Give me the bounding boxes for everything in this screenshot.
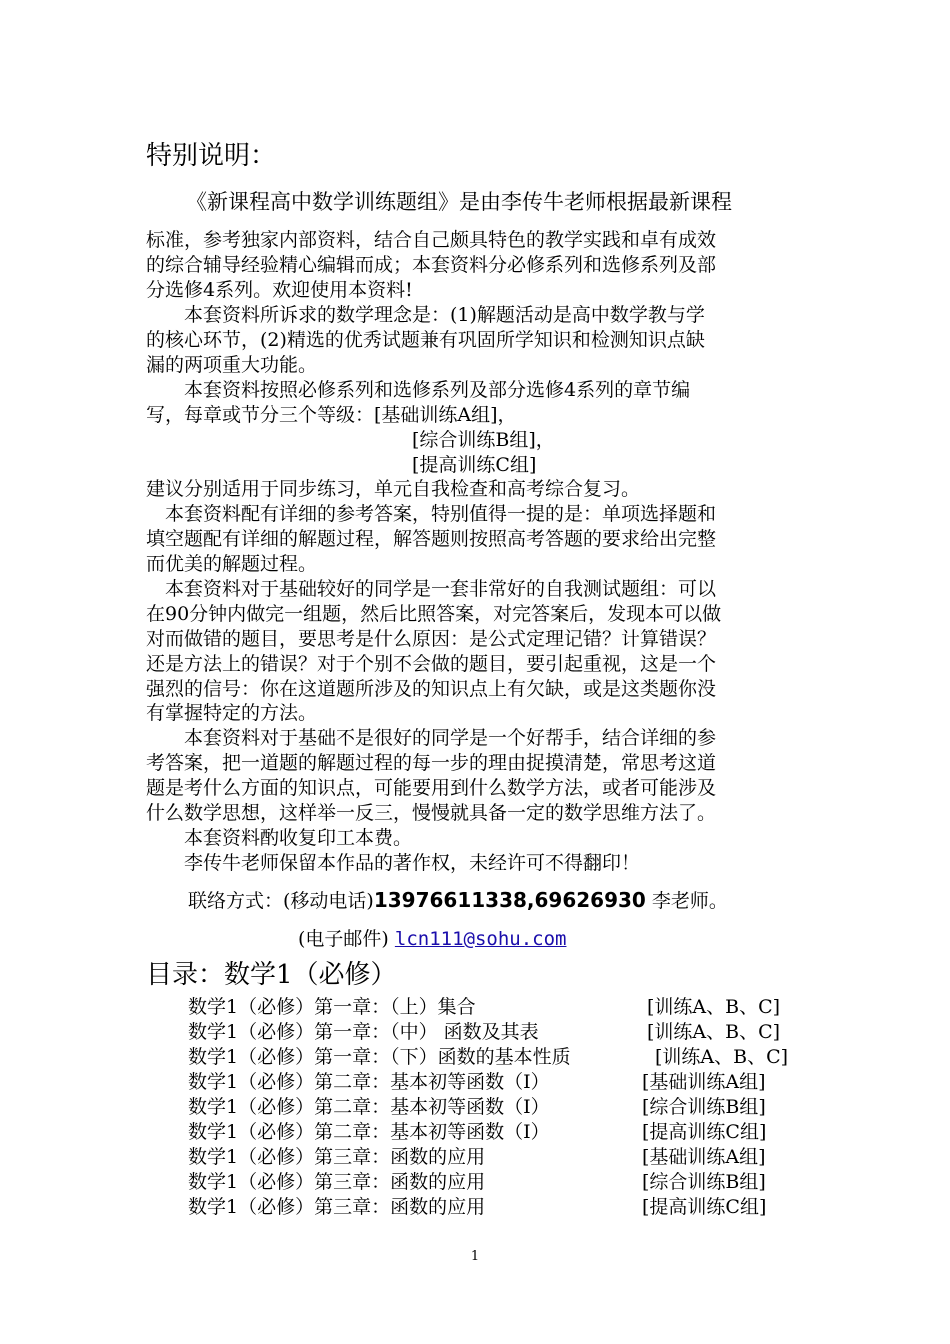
fee-note: 本套资料酌收复印工本费。 xyxy=(146,827,413,849)
level-c-label: [提高训练C组] xyxy=(412,454,537,476)
paragraph-line: 还是方法上的错误？对于个别不会做的题目，要引起重视，这是一个 xyxy=(146,653,717,675)
paragraph-line: 在90分钟内做完一组题，然后比照答案，对完答案后，发现本可以做 xyxy=(146,603,722,625)
paragraph-line: 有掌握特定的方法。 xyxy=(146,702,318,724)
paragraph-line: 而优美的解题过程。 xyxy=(146,553,318,575)
paragraph-line: 本套资料配有详细的参考答案，特别值得一提的是：单项选择题和 xyxy=(146,503,717,525)
level-b-label: [综合训练B组]， xyxy=(412,429,555,451)
page-number: 1 xyxy=(470,1249,480,1264)
toc-row-title: 数学1（必修）第三章：函数的应用 xyxy=(188,1196,486,1218)
paragraph-line: 标准，参考独家内部资料，结合自己颇具特色的教学实践和卓有成效 xyxy=(146,229,717,251)
toc-row-title: 数学1（必修）第三章：函数的应用 xyxy=(188,1146,486,1168)
email-link[interactable]: lcn111@sohu.com xyxy=(394,928,567,950)
paragraph-line: 填空题配有详细的解题过程，解答题则按照高考答题的要求给出完整 xyxy=(146,528,717,550)
paragraph-line: 什么数学思想，这样举一反三，慢慢就具备一定的数学思维方法了。 xyxy=(146,802,717,824)
paragraph-line: 的核心环节，(2)精选的优秀试题兼有巩固所学知识和检测知识点缺 xyxy=(146,329,705,351)
paragraph-line: 本套资料按照必修系列和选修系列及部分选修4系列的章节编 xyxy=(146,379,691,401)
toc-heading: 目录：数学1（必修） xyxy=(146,960,397,990)
toc-row-title: 数学1（必修）第一章：（中） 函数及其表 xyxy=(188,1021,539,1043)
contact-label: 联络方式：(移动电话) xyxy=(188,890,374,912)
toc-row-tag: [提高训练C组] xyxy=(642,1121,767,1143)
toc-row-title: 数学1（必修）第三章：函数的应用 xyxy=(188,1171,486,1193)
copyright-note: 李传牛老师保留本作品的著作权，未经许可不得翻印！ xyxy=(146,852,641,874)
toc-row-tag: [综合训练B组] xyxy=(642,1096,766,1118)
toc-row-tag: [综合训练B组] xyxy=(642,1171,766,1193)
paragraph-line: 对而做错的题目，要思考是什么原因：是公式定理记错？计算错误？ xyxy=(146,628,717,650)
contact-line xyxy=(188,886,728,913)
paragraph-line: 分选修4系列。欢迎使用本资料! xyxy=(146,279,413,301)
special-note-heading: 特别说明： xyxy=(146,141,277,171)
toc-row-title: 数学1（必修）第一章：（下）函数的基本性质 xyxy=(188,1046,571,1068)
toc-row-title: 数学1（必修）第一章：（上）集合 xyxy=(188,996,476,1018)
toc-row-tag: [提高训练C组] xyxy=(642,1196,767,1218)
paragraph-line: 建议分别适用于同步练习，单元自我检查和高考综合复习。 xyxy=(146,478,641,500)
toc-row-title: 数学1（必修）第二章：基本初等函数（I） xyxy=(188,1121,550,1143)
toc-row-tag: [基础训练A组] xyxy=(642,1146,766,1168)
paragraph-line: 漏的两项重大功能。 xyxy=(146,354,318,376)
paragraph-line: 本套资料对于基础较好的同学是一套非常好的自我测试题组：可以 xyxy=(146,578,717,600)
paragraph-line: 本套资料所诉求的数学理念是：(1)解题活动是高中数学教与学 xyxy=(146,304,705,326)
email-label: (电子邮件) xyxy=(298,928,389,950)
paragraph-line: 强烈的信号：你在这道题所涉及的知识点上有欠缺，或是这类题你没 xyxy=(146,678,717,700)
toc-row-tag: [训练A、B、C] xyxy=(655,1046,789,1068)
paragraph-line: 写，每章或节分三个等级：[基础训练A组]， xyxy=(146,404,517,426)
intro-line: 《新课程高中数学训练题组》是由李传牛老师根据最新课程 xyxy=(186,190,732,214)
contact-suffix: 李老师。 xyxy=(645,890,728,912)
toc-row-title: 数学1（必修）第二章：基本初等函数（I） xyxy=(188,1096,550,1118)
toc-row-tag: [基础训练A组] xyxy=(642,1071,766,1093)
toc-row-tag: [训练A、B、C] xyxy=(647,996,781,1018)
paragraph-line: 考答案，把一道题的解题过程的每一步的理由捉摸清楚，常思考这道 xyxy=(146,752,717,774)
email-line xyxy=(298,924,566,951)
paragraph-line: 的综合辅导经验精心编辑而成；本套资料分必修系列和选修系列及部 xyxy=(146,254,717,276)
toc-row-tag: [训练A、B、C] xyxy=(647,1021,781,1043)
paragraph-line: 本套资料对于基础不是很好的同学是一个好帮手，结合详细的参 xyxy=(146,727,717,749)
toc-row-title: 数学1（必修）第二章：基本初等函数（I） xyxy=(188,1071,550,1093)
contact-phone: 13976611338,69626930 xyxy=(373,888,646,912)
paragraph-line: 题是考什么方面的知识点，可能要用到什么数学方法，或者可能涉及 xyxy=(146,777,717,799)
